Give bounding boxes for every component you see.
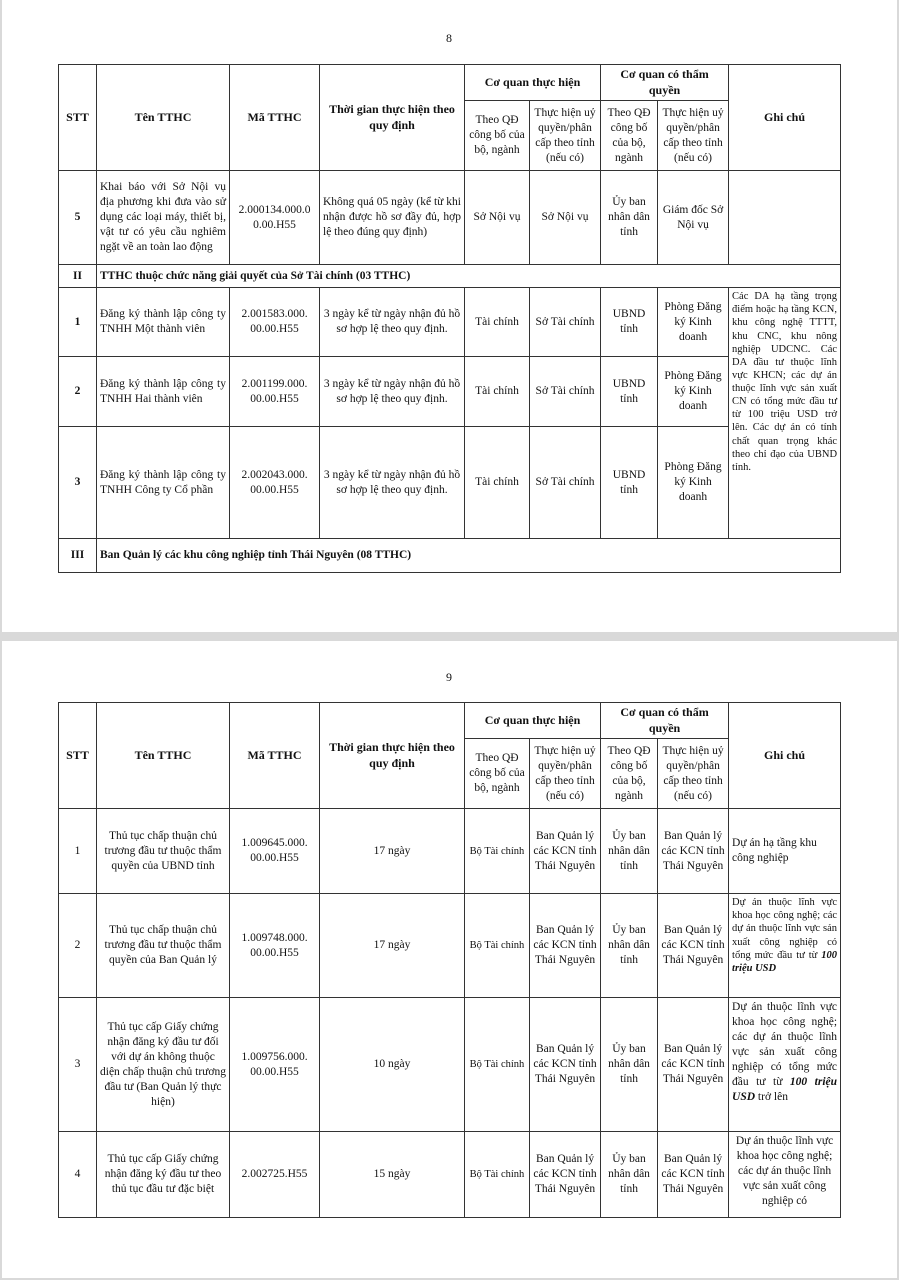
- header-stt: STT: [59, 703, 97, 809]
- table-row: [59, 998, 841, 1132]
- row-exec-decision: Sở Nội vụ: [465, 171, 530, 265]
- row-name: Đăng ký thành lập công ty TNHH Công ty Cổ phần: [97, 427, 230, 539]
- row-comp-decision: Ủy ban nhân dân tỉnh: [601, 1132, 658, 1218]
- row-exec-decision: Bộ Tài chính: [465, 894, 530, 998]
- row-comp-delegated: Phòng Đăng ký Kinh doanh: [658, 427, 729, 539]
- row-name: Thủ tục cấp Giấy chứng nhận đăng ký đầu tư đối với dự án không thuộc diện chấp thuận chủ trương đầu tư (Ban Quản lý thực hiện): [97, 998, 230, 1132]
- section-title: TTHC thuộc chức năng giải quyết của Sở Tài chính (03 TTHC): [97, 265, 841, 288]
- row-name: Thủ tục chấp thuận chủ trương đầu tư thuộc thẩm quyền của Ban Quản lý: [97, 894, 230, 998]
- header-exec-decision: Theo QĐ công bố của bộ, ngành: [465, 739, 530, 809]
- row-stt: 1: [59, 288, 97, 357]
- finance-note: Các DA hạ tầng trọng điểm hoặc hạ tầng KCN, khu công nghệ TTTT, khu CNC, khu nông nghiệp UDCNC. Các DA đầu tư thuộc lĩnh vực KHCN; các dự án thuộc lĩnh vực sản xuất CN có tổng mức đầu tư từ 100 triệu USD trở lên. Các dự án có tính chất quan trọng khác theo chỉ đạo của UBND tỉnh.: [729, 288, 841, 539]
- header-note: Ghi chú: [729, 65, 841, 171]
- section-title: Ban Quản lý các khu công nghiệp tỉnh Thái Nguyên (08 TTHC): [97, 539, 841, 573]
- page-number: 8: [446, 31, 452, 45]
- header-stt: STT: [59, 65, 97, 171]
- row-exec-decision: Bộ Tài chính: [465, 998, 530, 1132]
- row-code: 2.001583.000. 00.00.H55: [230, 288, 320, 357]
- row-time: 10 ngày: [320, 998, 465, 1132]
- header-name: Tên TTHC: [97, 703, 230, 809]
- note-text: Dự án thuộc lĩnh vực khoa học công nghệ; các dự án thuộc lĩnh vực sản xuất công nghiệp có tổng mức đầu tư từ: [732, 1001, 838, 1088]
- row-comp-decision: Ủy ban nhân dân tỉnh: [601, 894, 658, 998]
- row-note: [729, 1132, 841, 1218]
- row-comp-decision: UBND tỉnh: [601, 427, 658, 539]
- row-code: 1.009645.000. 00.00.H55: [230, 809, 320, 894]
- row-exec-decision: Tài chính: [465, 357, 530, 427]
- row-time: 15 ngày: [320, 1132, 465, 1218]
- header-competent-agency: Cơ quan có thẩm quyền: [601, 65, 729, 101]
- row-code: 2.002043.000. 00.00.H55: [230, 427, 320, 539]
- note-text: Dự án hạ tầng khu công nghiệp: [732, 837, 817, 865]
- row-exec-delegated: Sở Tài chính: [530, 357, 601, 427]
- row-exec-decision: Bộ Tài chính: [465, 809, 530, 894]
- row-code: 1.009748.000. 00.00.H55: [230, 894, 320, 998]
- row-name: Thủ tục cấp Giấy chứng nhận đăng ký đầu tư theo thủ tục đầu tư đặc biệt: [97, 1132, 230, 1218]
- section-row: [59, 265, 841, 288]
- header-comp-decision: Theo QĐ công bố của bộ, ngành: [601, 101, 658, 171]
- row-stt: 3: [59, 427, 97, 539]
- row-exec-delegated: Sở Nội vụ: [530, 171, 601, 265]
- row-comp-delegated: Ban Quản lý các KCN tỉnh Thái Nguyên: [658, 809, 729, 894]
- section-row: [59, 539, 841, 573]
- table-row: [59, 171, 841, 265]
- page-number: 9: [446, 670, 452, 684]
- row-comp-decision: Ủy ban nhân dân tỉnh: [601, 171, 658, 265]
- table-row: [59, 288, 841, 357]
- header-note: Ghi chú: [729, 703, 841, 809]
- header-code: Mã TTHC: [230, 703, 320, 809]
- row-time: 3 ngày kể từ ngày nhận đủ hồ sơ hợp lệ theo quy định.: [320, 427, 465, 539]
- row-stt: 3: [59, 998, 97, 1132]
- procedures-table-page-8: [58, 64, 841, 573]
- row-code: 1.009756.000. 00.00.H55: [230, 998, 320, 1132]
- header-code: Mã TTHC: [230, 65, 320, 171]
- row-time: 17 ngày: [320, 894, 465, 998]
- row-comp-delegated: Ban Quản lý các KCN tỉnh Thái Nguyên: [658, 894, 729, 998]
- header-executing-agency: Cơ quan thực hiện: [465, 65, 601, 101]
- row-comp-delegated: Giám đốc Sở Nội vụ: [658, 171, 729, 265]
- row-comp-delegated: Phòng Đăng ký Kinh doanh: [658, 288, 729, 357]
- header-exec-delegated: Thực hiện uỷ quyền/phân cấp theo tỉnh (nếu có): [530, 101, 601, 171]
- row-name: Đăng ký thành lập công ty TNHH Hai thành viên: [97, 357, 230, 427]
- row-comp-delegated: Ban Quản lý các KCN tỉnh Thái Nguyên: [658, 998, 729, 1132]
- row-exec-decision: Tài chính: [465, 288, 530, 357]
- row-note: [729, 894, 841, 998]
- note-text: Dự án thuộc lĩnh vực khoa học công nghệ; các dự án thuộc lĩnh vực sản xuất công nghiệp có: [735, 1135, 834, 1207]
- row-exec-decision: Tài chính: [465, 427, 530, 539]
- row-comp-decision: Ủy ban nhân dân tỉnh: [601, 998, 658, 1132]
- row-exec-delegated: Ban Quản lý các KCN tỉnh Thái Nguyên: [530, 1132, 601, 1218]
- table-row: [59, 357, 841, 427]
- row-time: 3 ngày kể từ ngày nhận đủ hồ sơ hợp lệ theo quy định.: [320, 357, 465, 427]
- row-stt: 5: [59, 171, 97, 265]
- row-stt: 2: [59, 894, 97, 998]
- table-row: [59, 427, 841, 539]
- row-comp-decision: Ủy ban nhân dân tỉnh: [601, 809, 658, 894]
- row-time: Không quá 05 ngày (kể từ khi nhận được hồ sơ đầy đủ, hợp lệ theo đúng quy định): [320, 171, 465, 265]
- header-comp-delegated: Thực hiện uỷ quyền/phân cấp theo tỉnh (nếu có): [658, 739, 729, 809]
- row-exec-decision: Bộ Tài chính: [465, 1132, 530, 1218]
- row-comp-delegated: Ban Quản lý các KCN tỉnh Thái Nguyên: [658, 1132, 729, 1218]
- row-comp-decision: UBND tỉnh: [601, 288, 658, 357]
- row-code: 2.002725.H55: [230, 1132, 320, 1218]
- row-note: [729, 809, 841, 894]
- row-comp-decision: UBND tỉnh: [601, 357, 658, 427]
- row-name: Đăng ký thành lập công ty TNHH Một thành viên: [97, 288, 230, 357]
- note-highlight: 100 triệu USD: [732, 1075, 838, 1103]
- row-exec-delegated: Ban Quản lý các KCN tỉnh Thái Nguyên: [530, 894, 601, 998]
- row-exec-delegated: Sở Tài chính: [530, 288, 601, 357]
- table-row: [59, 894, 841, 998]
- procedures-table-page-9: [58, 702, 841, 1218]
- row-code: 2.001199.000. 00.00.H55: [230, 357, 320, 427]
- row-note: [729, 171, 841, 265]
- table-row: [59, 1132, 841, 1218]
- row-exec-delegated: Sở Tài chính: [530, 427, 601, 539]
- section-number: II: [59, 265, 97, 288]
- row-comp-delegated: Phòng Đăng ký Kinh doanh: [658, 357, 729, 427]
- row-exec-delegated: Ban Quản lý các KCN tỉnh Thái Nguyên: [530, 998, 601, 1132]
- note-tail: trở lên: [755, 1090, 788, 1103]
- row-time: 17 ngày: [320, 809, 465, 894]
- row-note: [729, 998, 841, 1132]
- row-time: 3 ngày kể từ ngày nhận đủ hồ sơ hợp lệ theo quy định.: [320, 288, 465, 357]
- header-comp-delegated: Thực hiện uỷ quyền/phân cấp theo tỉnh (nếu có): [658, 101, 729, 171]
- row-code: 2.000134.000.0 0.00.H55: [230, 171, 320, 265]
- header-time: Thời gian thực hiện theo quy định: [320, 703, 465, 809]
- note-highlight: 100 triệu USD: [732, 949, 838, 974]
- row-name: Khai báo với Sở Nội vụ địa phương khi đưa vào sử dụng các loại máy, thiết bị, vật tư có yêu cầu nghiêm ngặt về an toàn lao động: [97, 171, 230, 265]
- header-name: Tên TTHC: [97, 65, 230, 171]
- row-stt: 1: [59, 809, 97, 894]
- note-text: Dự án thuộc lĩnh vực khoa học công nghệ; các dự án thuộc lĩnh vực sản xuất công nghiệp có tổng mức đầu tư từ: [732, 897, 838, 961]
- header-time: Thời gian thực hiện theo quy định: [320, 65, 465, 171]
- row-name: Thủ tục chấp thuận chủ trương đầu tư thuộc thẩm quyền của UBND tỉnh: [97, 809, 230, 894]
- header-competent-agency: Cơ quan có thẩm quyền: [601, 703, 729, 739]
- header-executing-agency: Cơ quan thực hiện: [465, 703, 601, 739]
- header-comp-decision: Theo QĐ công bố của bộ, ngành: [601, 739, 658, 809]
- row-stt: 2: [59, 357, 97, 427]
- table-row: [59, 809, 841, 894]
- row-exec-delegated: Ban Quản lý các KCN tỉnh Thái Nguyên: [530, 809, 601, 894]
- header-exec-delegated: Thực hiện uỷ quyền/phân cấp theo tỉnh (nếu có): [530, 739, 601, 809]
- row-stt: 4: [59, 1132, 97, 1218]
- header-exec-decision: Theo QĐ công bố của bộ, ngành: [465, 101, 530, 171]
- section-number: III: [59, 539, 97, 573]
